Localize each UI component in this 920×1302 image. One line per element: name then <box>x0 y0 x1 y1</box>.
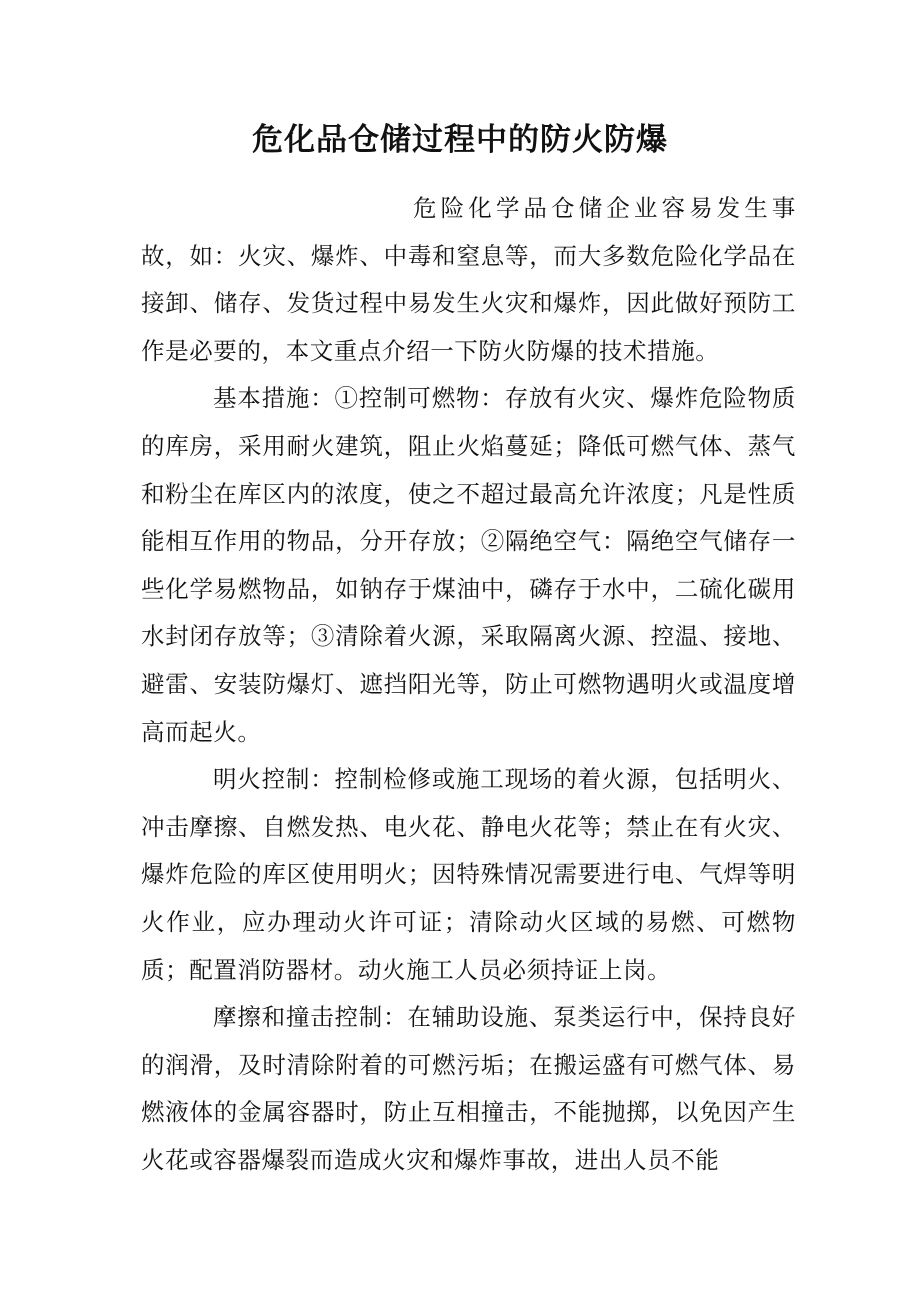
paragraph-intro: 危险化学品仓储企业容易发生事故，如：火灾、爆炸、中毒和窒息等，而大多数危险化学品在接卸、储存、发货过程中易发生火灾和爆炸，因此做好预防工作是必要的，本文重点介绍一下防火防爆的技术措施。 <box>141 194 796 365</box>
paragraph-basic-measures: 基本措施：①控制可燃物：存放有火灾、爆炸危险物质的库房，采用耐火建筑，阻止火焰蔓延；降低可燃气体、蒸气和粉尘在库区内的浓度，使之不超过最高允许浓度；凡是性质能相互作用的物品，分开存放；②隔绝空气：隔绝空气储存一些化学易燃物品，如钠存于煤油中，磷存于水中，二硫化碳用水封闭存放等；③清除着火源，采取隔离火源、控温、接地、避雷、安装防爆灯、遮挡阳光等，防止可燃物遇明火或温度增高而起火。 <box>141 384 796 746</box>
paragraph-friction-impact-control: 摩擦和撞击控制：在辅助设施、泵类运行中，保持良好的润滑，及时清除附着的可燃污垢；在搬运盛有可燃气体、易燃液体的金属容器时，防止互相撞击，不能抛掷，以免因产生火花或容器爆裂而造成火灾和爆炸事故，进出人员不能 <box>141 1003 796 1174</box>
document-title: 危化品仓储过程中的防火防爆 <box>252 122 668 158</box>
paragraph-open-flame-control: 明火控制：控制检修或施工现场的着火源，包括明火、冲击摩擦、自燃发热、电火花、静电火花等；禁止在有火灾、爆炸危险的库区使用明火；因特殊情况需要进行电、气焊等明火作业，应办理动火许可证；清除动火区域的易燃、可燃物质；配置消防器材。动火施工人员必须持证上岗。 <box>141 765 796 984</box>
document-body <box>141 185 796 1184</box>
